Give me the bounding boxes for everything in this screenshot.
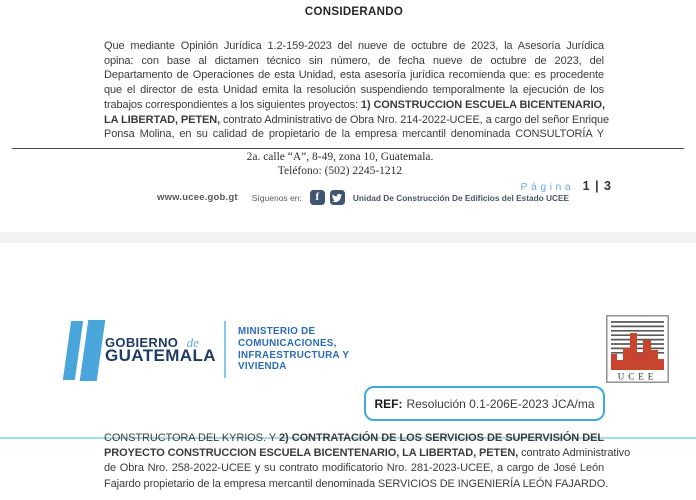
page-break-shadow [0, 232, 696, 243]
follow-us-label: Síguenos en: [251, 192, 302, 203]
paragraph-line: Ponsa Molina, en su calidad de propietario de la empresa mercantil denominada CONSULTORÍA Y [104, 128, 604, 141]
ministry-line: INFRAESTRUCTURA Y [238, 349, 350, 361]
paragraph-line: PROYECTO CONSTRUCCION ESCUELA BICENTENARIO, LA LIBERTAD, PETEN, contrato Administrativo [104, 447, 631, 460]
ucee-logo [606, 315, 669, 383]
logo-vertical-divider [224, 321, 226, 378]
ministry-line: VIVIENDA [238, 361, 287, 373]
paragraph-line: LA LIBERTAD, PETEN, contrato Administrativo de Obra Nro. 214-2022-UCEE, a cargo del señor Enrique [104, 113, 610, 126]
ministry-line: MINISTERIO DE [238, 326, 316, 337]
guatemala-wordmark: GUATEMALA [105, 346, 216, 365]
ucee-logo-text: UCEE [617, 371, 658, 382]
footer-phone: Teléfono: (502) 2245-1212 [277, 165, 403, 177]
continuation-paragraph [104, 431, 631, 492]
ref-value: Resolución 0.1-206E-2023 JCA/ma [406, 396, 595, 411]
paragraph-line: Fajardo propietario de la empresa mercantil denominada SERVICIOS DE INGENIERÍA LEÓN FAJARDO. [104, 477, 609, 490]
paragraph-line: CONSTRUCTORA DEL KYRIOS. Y 2) CONTRATACIÓN DE LOS SERVICIOS DE SUPERVISIÓN DEL [104, 432, 604, 444]
paragraph-line: de Obra Nro. 258-2022-UCEE y su contrato modificatorio Nro. 281-2023-UCEE, a cargo de José León [104, 462, 604, 475]
considerando-paragraph [104, 39, 610, 142]
paragraph-line: que el director de esta Unidad emita la resolución suspendiendo temporalmente la ejecución de los [104, 84, 604, 97]
facebook-icon: f [310, 190, 325, 205]
social-caption: Unidad De Construcción De Edificios del Estado UCEE [352, 192, 570, 203]
de-script-wordmark: de [186, 335, 199, 350]
footer-address: 2a. calle “A”, 8-49, zona 10, Guatemala. [246, 151, 434, 163]
ref-resolution-box [364, 386, 605, 421]
gobierno-wordmark: GOBIERNO [105, 335, 179, 350]
twitter-icon [330, 190, 345, 205]
guatemala-flag-bar-icon [80, 320, 106, 381]
twitter-bird-glyph [332, 193, 342, 203]
paragraph-line: Departamento de Operaciones de esta Unidad, esta asesoría jurídica recomienda que: es procedente [104, 69, 604, 82]
section-heading: CONSIDERANDO [304, 6, 404, 18]
page-number-value: 1 | 3 [582, 179, 612, 193]
ministry-name-block [238, 326, 349, 373]
paragraph-line: Que mediante Opinión Jurídica 1.2-159-2023 del nueve de octubre de 2023, la Asesoría Jurídica [104, 40, 604, 52]
paragraph-line: trabajos correspondientes a los siguientes proyectos: 1) CONSTRUCCION ESCUELA BICENTENARIO, [104, 98, 605, 111]
website-url: www.ucee.gob.gt [157, 192, 238, 203]
ministry-line: COMUNICACIONES, [238, 337, 337, 349]
page-number-label: Página [520, 181, 575, 193]
footer-social-row [157, 190, 569, 205]
ref-label: REF: [374, 396, 403, 411]
paragraph-line: opina: con base al dictamen técnico sin número, de fecha nueve de octubre de 2023, del [104, 54, 604, 67]
footer-divider-line [12, 148, 684, 149]
